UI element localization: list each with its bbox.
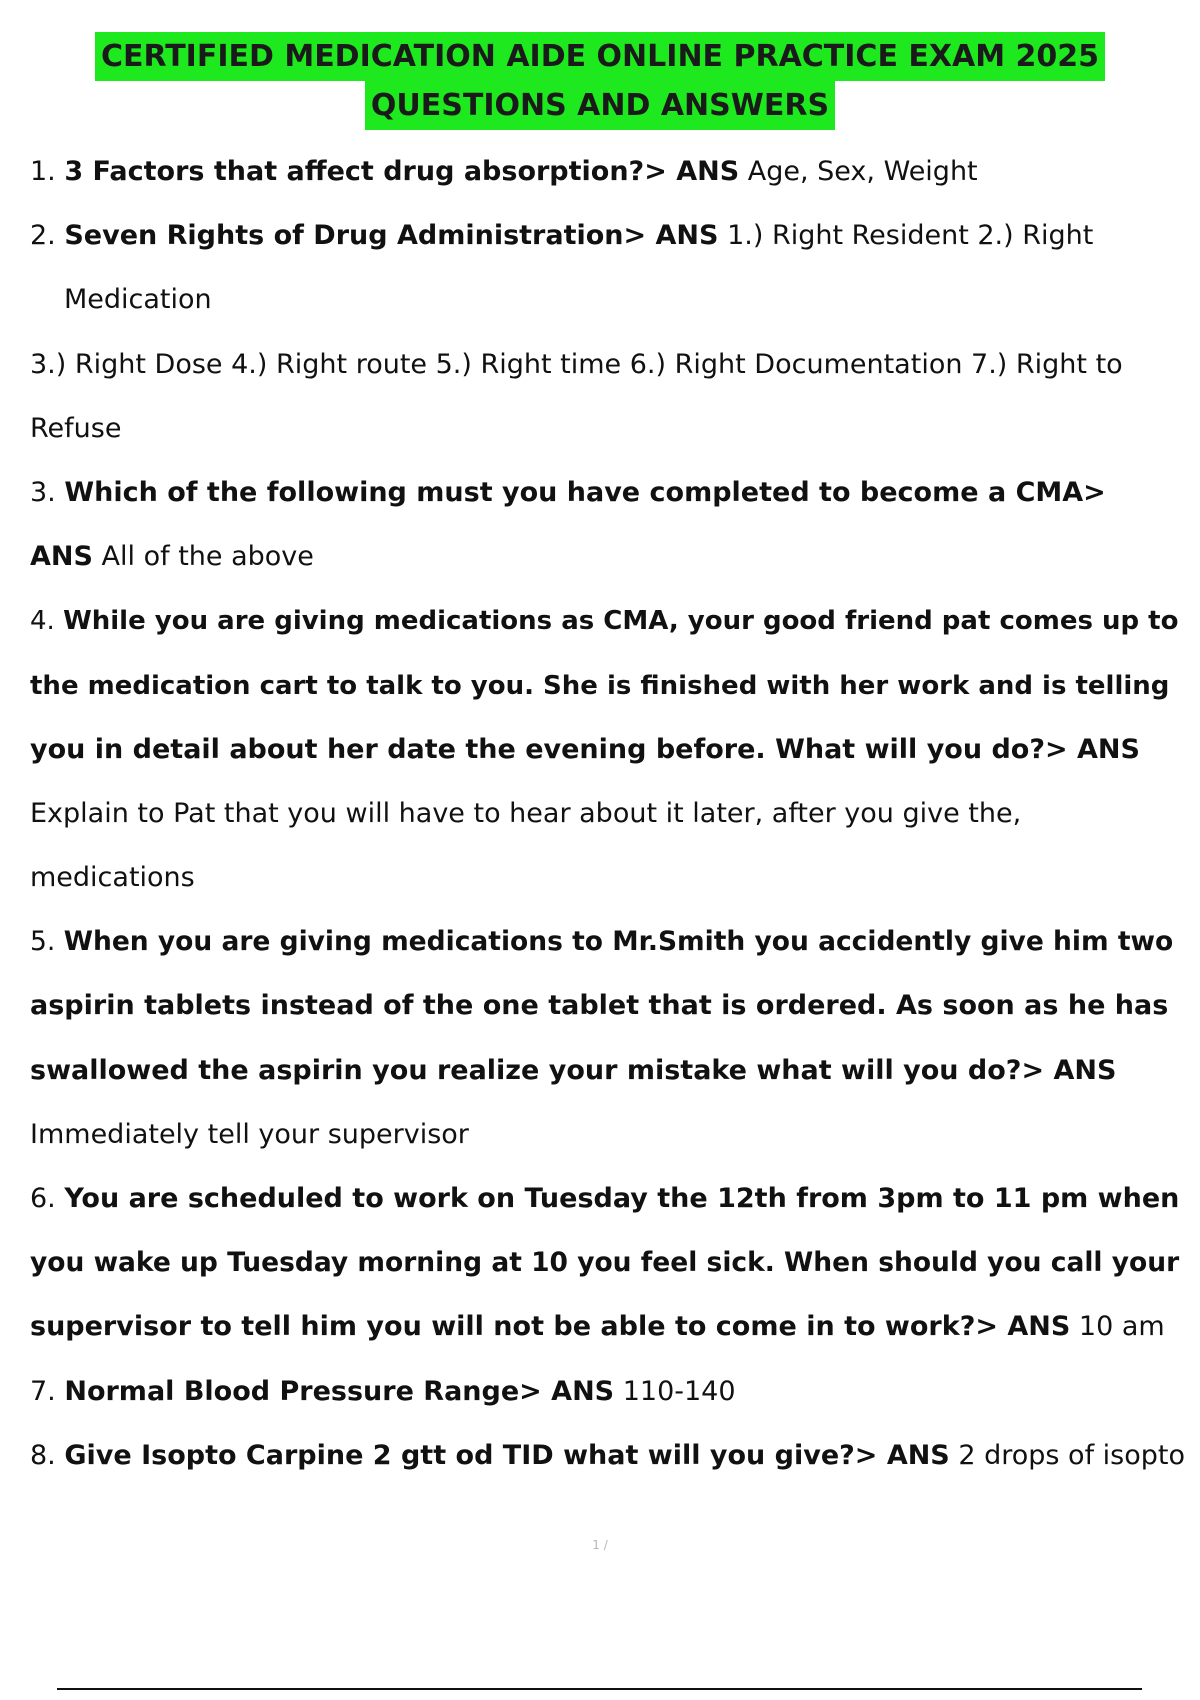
answer-text: All of the above [92,541,314,573]
question-text: ANS [30,541,93,573]
question-number: 2. [30,220,65,252]
text-line [30,268,1190,332]
text-line [30,589,1190,653]
text-line [30,654,1190,718]
text-line [30,1167,1190,1231]
question-text: Normal Blood Pressure Range> ANS [64,1375,615,1407]
text-line [30,846,1190,910]
question-text: While you are giving medications as CMA, your good friend pat comes up to [63,606,1179,637]
question-text: You are scheduled to work on Tuesday the 12th from 3pm to 11 pm when [64,1183,1180,1214]
answer-text: 10 am [1070,1311,1165,1343]
text-line [30,910,1190,974]
question-number: 7. [30,1375,65,1407]
text-line [30,1231,1190,1295]
text-line [30,782,1190,846]
question-number: 8. [30,1439,65,1471]
document-title [0,32,1200,130]
answer-text: Medication [64,284,212,316]
answer-text: Immediately tell your supervisor [30,1118,469,1150]
text-line [30,1424,1190,1488]
answer-text: 110-140 [614,1375,736,1407]
text-line [30,333,1190,397]
question-text: When you are giving medications to Mr.Smith you accidently give him two [63,926,1174,958]
text-line [30,1103,1190,1167]
question-number: 6. [30,1183,65,1214]
answer-text: 3.) Right Dose 4.) Right route 5.) Right time 6.) Right Documentation 7.) Right to [30,348,1123,380]
question-text: you in detail about her date the evening before. What will you do?> ANS [30,733,1140,765]
question-number: 3. [30,476,65,508]
text-line [30,718,1190,782]
title-line-1: CERTIFIED MEDICATION AIDE ONLINE PRACTICE EXAM 2025 [95,32,1105,81]
text-line [30,140,1190,204]
text-line [30,525,1190,589]
text-line [30,1360,1190,1424]
question-text: aspirin tablets instead of the one tablet that is ordered. As soon as he has [30,990,1169,1022]
question-text: the medication cart to talk to you. She is finished with her work and is telling [30,670,1170,701]
question-number: 1. [30,156,65,187]
question-text: you wake up Tuesday morning at 10 you feel sick. When should you call your [30,1247,1180,1279]
title-line-2: QUESTIONS AND ANSWERS [365,81,835,130]
question-number: 5. [30,926,64,958]
answer-text: Refuse [30,412,122,444]
answer-text: Age, Sex, Weight [739,156,978,187]
qa-body [30,140,1190,1488]
question-text: Give Isopto Carpine 2 gtt od TID what will you give?> ANS [64,1439,950,1471]
answer-text: 1.) Right Resident 2.) Right [718,220,1094,252]
text-line [30,204,1190,268]
question-text: 3 Factors that affect drug absorption?> ANS [64,156,740,187]
answer-text: Explain to Pat that you will have to hear about it later, after you give the, [30,797,1022,829]
text-line [30,1295,1190,1359]
page-number: 1 / [592,1538,608,1552]
question-text: supervisor to tell him you will not be able to come in to work?> ANS [30,1311,1071,1343]
footer-divider [57,1688,1142,1690]
text-line [30,1039,1190,1103]
answer-text: 2 drops of isopto [949,1439,1186,1471]
question-text: Seven Rights of Drug Administration> ANS [64,220,719,252]
text-line [30,461,1190,525]
question-text: Which of the following must you have completed to become a CMA> [64,476,1106,508]
question-number: 4. [30,606,64,637]
question-text: swallowed the aspirin you realize your mistake what will you do?> ANS [30,1054,1117,1086]
answer-text: medications [30,862,195,894]
text-line [30,974,1190,1038]
text-line [30,397,1190,461]
